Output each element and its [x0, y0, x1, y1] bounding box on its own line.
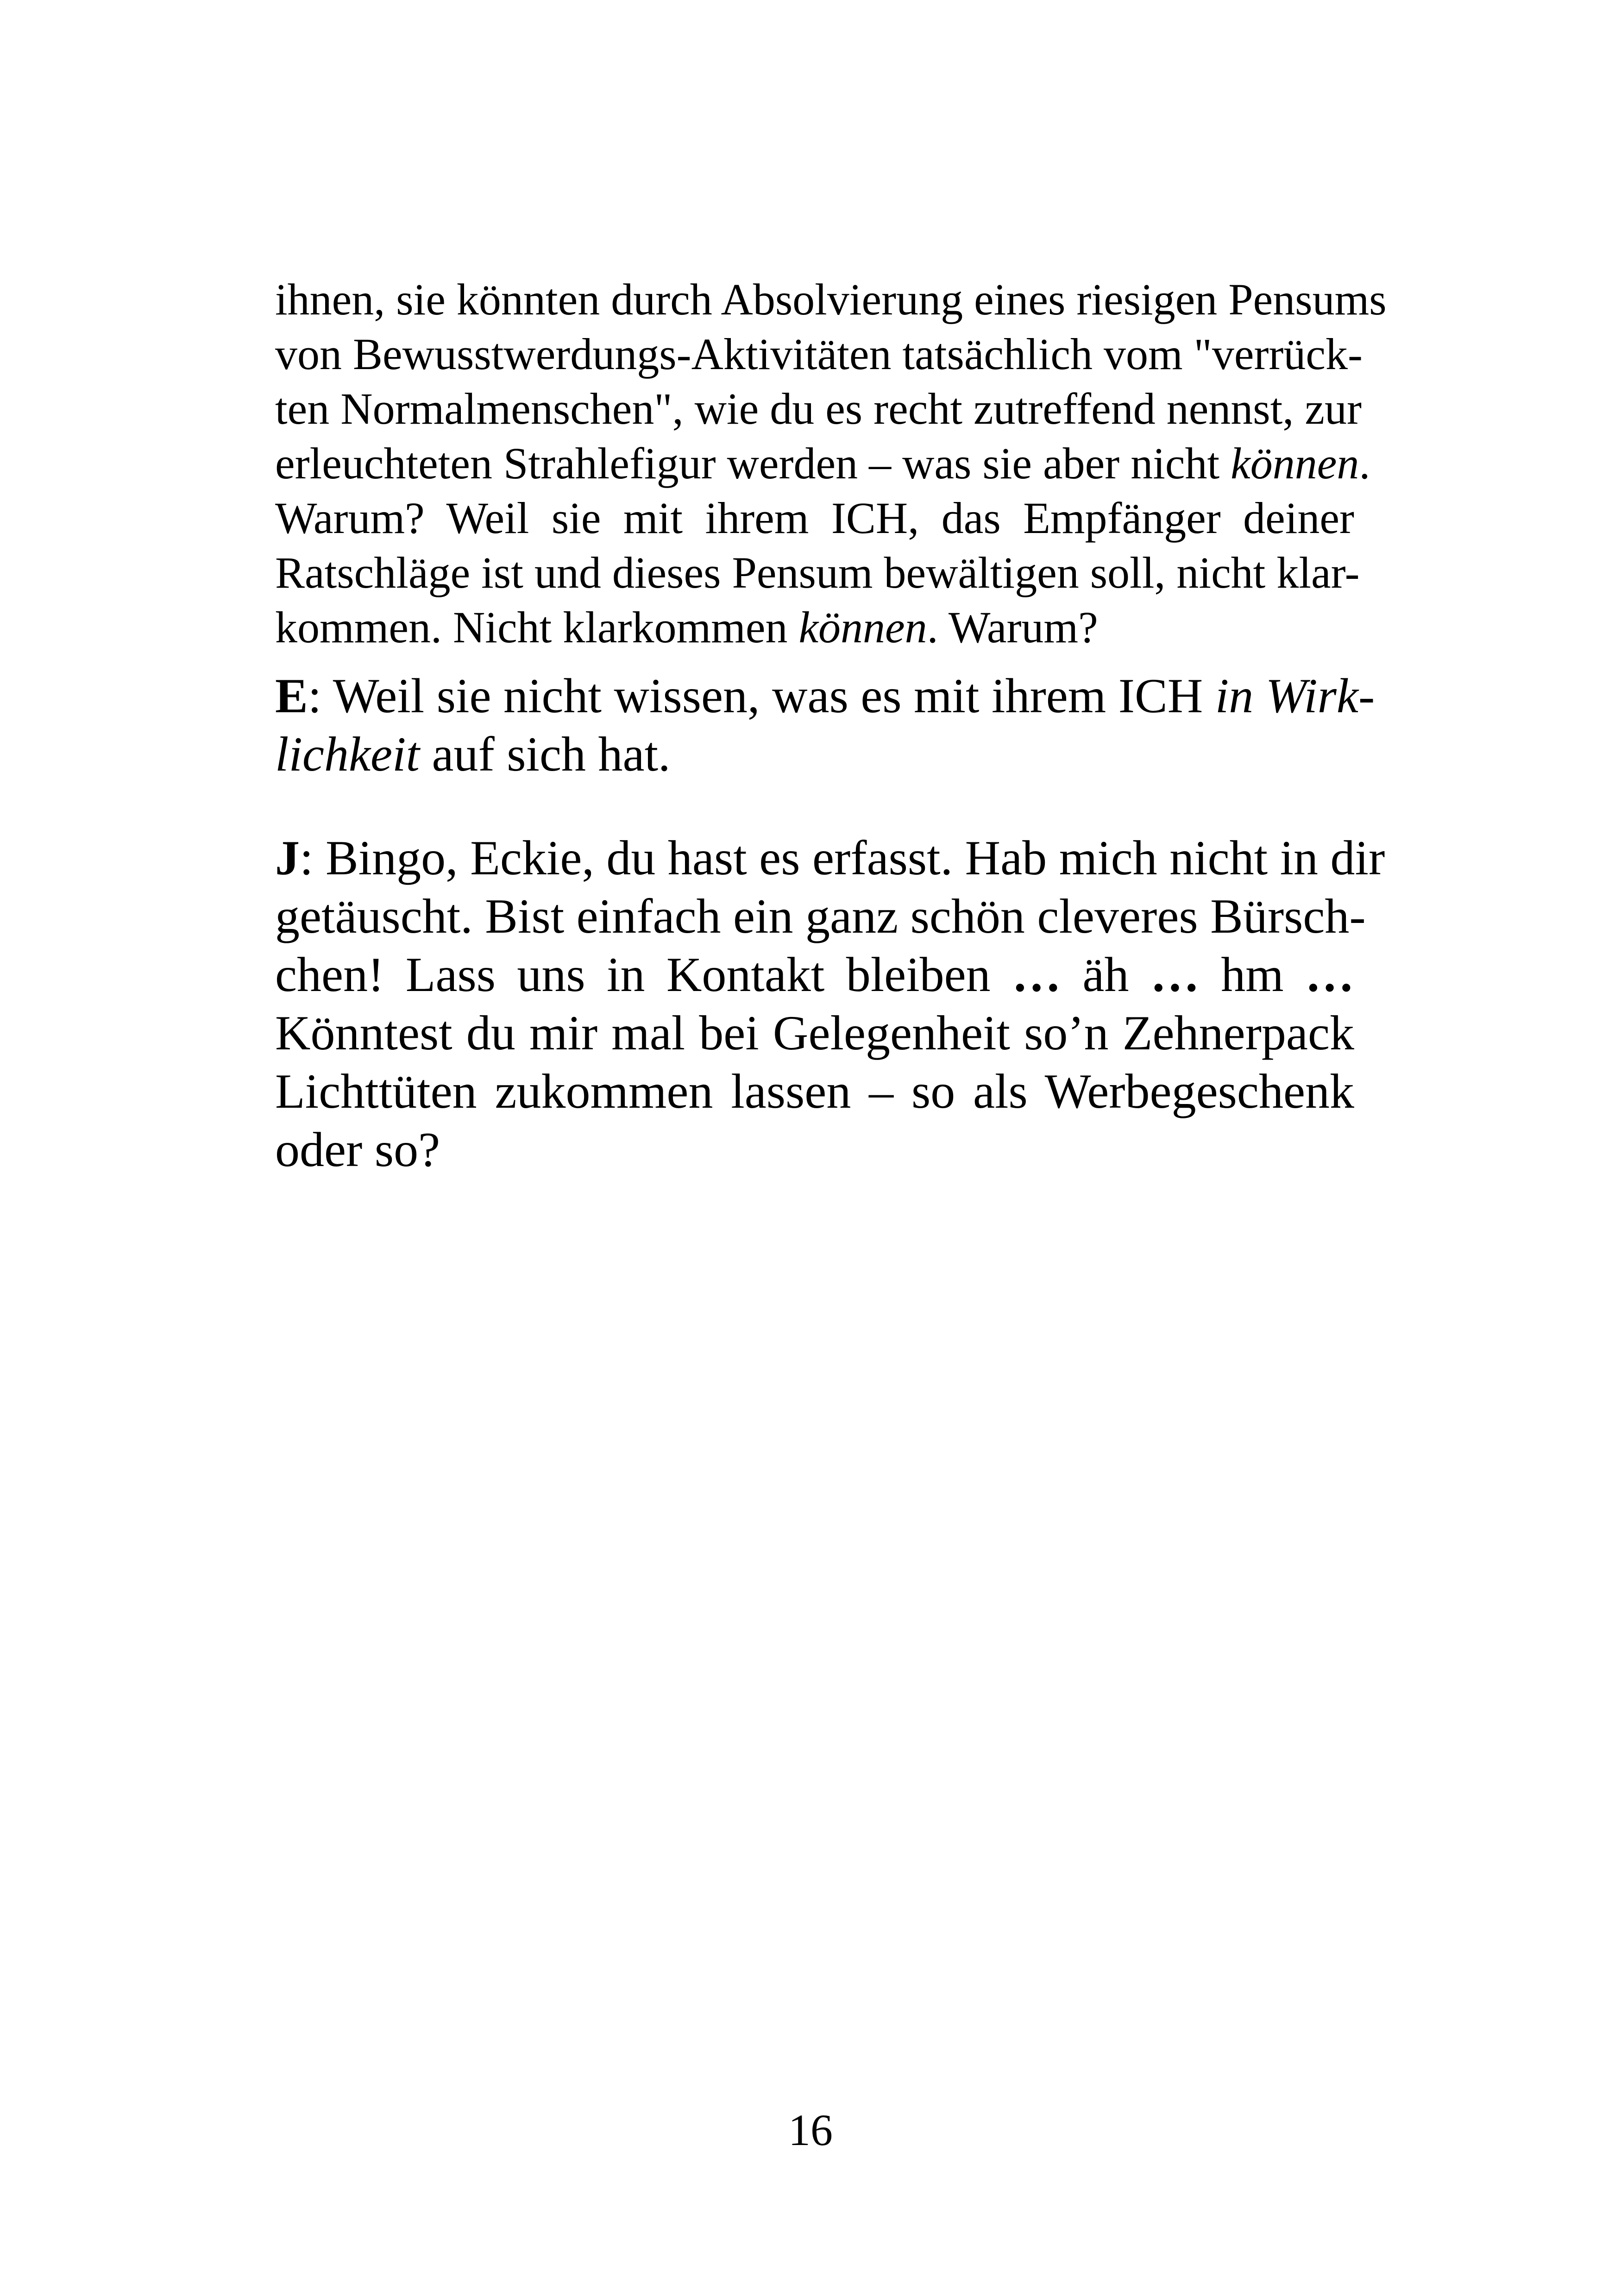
paragraph-1-line-7: [275, 600, 1354, 655]
paragraph-1-line-3: ten Normalmenschen", wie du es recht zutreffend nennst, zur: [275, 384, 1362, 433]
paragraph-1: [275, 272, 1387, 655]
paragraph-3-line-4: Könntest du mir mal bei Gelegenheit so’n Zehnerpack: [275, 1006, 1354, 1060]
paragraph-1-line-2: von Bewusstwerdungs-Aktivitäten tatsächlich vom "verrück-: [275, 329, 1363, 379]
emphasis-text: in Wirk-: [1215, 669, 1375, 723]
emphasis-text: lichkeit: [275, 727, 420, 781]
paragraph-1-line-6: Ratschläge ist und dieses Pensum bewältigen soll, nicht klar-: [275, 548, 1360, 597]
paragraph-3-line-3-text-c: hm: [1199, 947, 1305, 1002]
ellipsis: …: [1305, 947, 1354, 1002]
page-number: 16: [788, 2105, 833, 2155]
paragraph-3-line-3-text: chen! Lass uns in Kontakt bleiben: [275, 947, 1012, 1002]
paragraph-1-line-7-end: . Warum?: [927, 602, 1098, 652]
paragraph-1-line-1: ihnen, sie könnten durch Absolvierung eines riesigen Pensums: [275, 275, 1387, 324]
paragraph-2: [275, 667, 1375, 784]
paragraph-1-line-7-text: kommen. Nicht klarkommen: [275, 602, 799, 652]
paragraph-3-line-1-text: : Bingo, Eckie, du hast es erfasst. Hab mich nicht in dir: [300, 831, 1385, 885]
paragraph-3-line-2: getäuscht. Bist einfach ein ganz schön cleveres Bürsch-: [275, 889, 1366, 943]
ellipsis: …: [1012, 947, 1062, 1002]
paragraph-1-line-4: [275, 436, 1370, 491]
emphasis-text: können: [1231, 439, 1359, 488]
paragraph-1-line-4-text: erleuchteten Strahlefigur werden – was sie aber nicht: [275, 439, 1231, 488]
paragraph-3-line-6: oder so?: [275, 1123, 440, 1177]
paragraph-3-line-1: [275, 829, 1385, 887]
paragraph-3-line-3-text-b: äh: [1061, 947, 1150, 1002]
paragraph-2-line-2-end: auf sich hat.: [419, 727, 671, 781]
paragraph-2-line-2: [275, 725, 1354, 784]
speaker-label: E: [275, 669, 308, 723]
paragraph-3-line-3: [275, 946, 1354, 1004]
emphasis-text: können: [798, 602, 927, 652]
paragraph-3-line-5: Lichttüten zukommen lassen – so als Werbegeschenk: [275, 1064, 1354, 1118]
paragraph-1-line-5: Warum? Weil sie mit ihrem ICH, das Empfänger deiner: [275, 493, 1354, 543]
speaker-label: J: [275, 831, 300, 885]
paragraph-3: [275, 829, 1385, 1179]
paragraph-2-line-1: [275, 667, 1375, 725]
ellipsis: …: [1150, 947, 1200, 1002]
paragraph-2-line-1-text: : Weil sie nicht wissen, was es mit ihrem ICH: [308, 669, 1215, 723]
paragraph-1-line-4-end: .: [1359, 439, 1370, 488]
